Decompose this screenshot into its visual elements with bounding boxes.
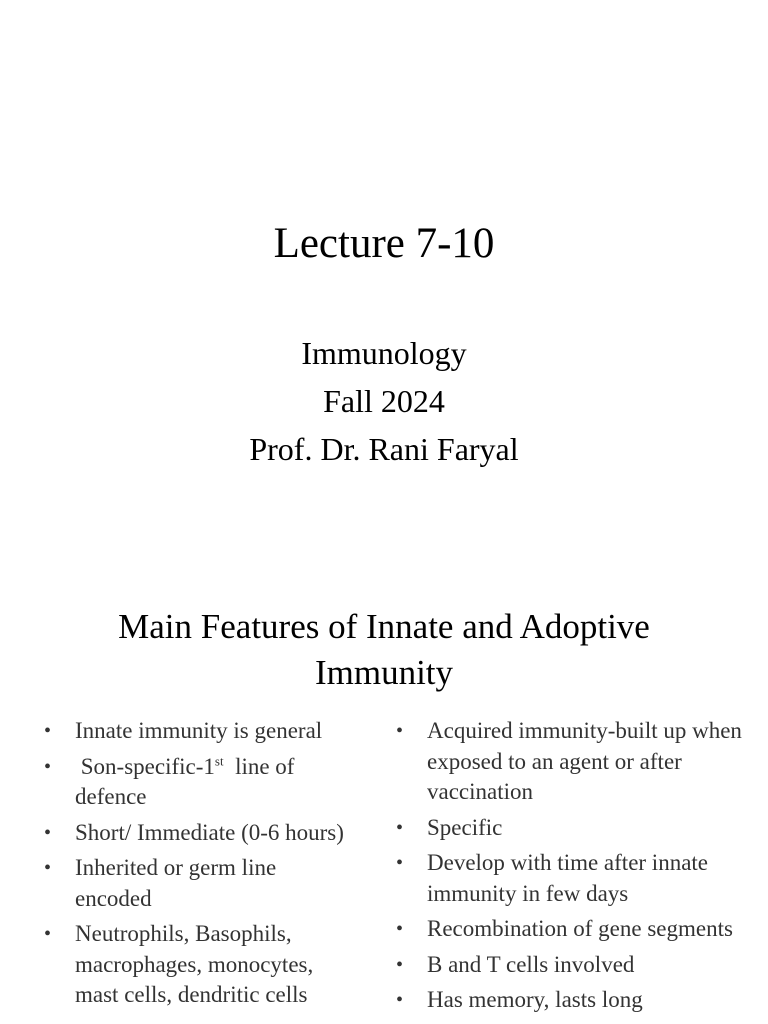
bullet-icon: • <box>396 816 404 839</box>
bullet-icon: • <box>44 857 52 879</box>
lecture-title: Lecture 7-10 <box>273 220 495 267</box>
innate-immunity-list <box>44 716 344 1016</box>
list-item <box>396 914 748 945</box>
bullet-icon: • <box>396 989 404 1011</box>
slide-title-line-1: Main Features of Innate and Adoptive <box>118 607 650 646</box>
list-item-text-part: line of defence <box>75 753 301 809</box>
list-item <box>44 752 344 813</box>
list-item-text: Specific <box>427 814 503 840</box>
slide-title <box>40 604 728 696</box>
course-name: Immunology <box>301 335 467 371</box>
bullet-icon: • <box>396 918 404 940</box>
list-item-text: Recombination of gene segments <box>427 916 733 941</box>
bullet-icon: • <box>44 755 52 778</box>
list-item-text: Has memory, lasts long <box>427 987 643 1012</box>
list-item-text: Develop with time after innate immunity in few days <box>427 850 709 906</box>
superscript: st <box>214 752 224 768</box>
features-slide <box>0 576 768 1024</box>
instructor-name: Prof. Dr. Rani Faryal <box>249 431 519 467</box>
slide-title-line-2: Immunity <box>314 653 454 692</box>
bullet-icon: • <box>396 852 404 874</box>
list-item-text: Neutrophils, Basophils, macrophages, monocytes, mast cells, dendritic cells <box>75 921 314 1007</box>
list-item <box>396 950 748 981</box>
list-item <box>396 985 748 1016</box>
bullet-icon: • <box>44 720 52 742</box>
list-item-text <box>75 754 300 810</box>
list-item-text: Short/ Immediate (0-6 hours) <box>75 819 344 845</box>
term: Fall 2024 <box>323 383 445 419</box>
list-item <box>44 716 344 747</box>
list-item-text: Inherited or germ line encoded <box>75 855 277 911</box>
list-item <box>44 919 344 1011</box>
list-item <box>44 818 344 849</box>
bullet-icon: • <box>44 923 52 945</box>
bullet-icon: • <box>396 720 404 742</box>
list-item <box>396 813 748 844</box>
list-item <box>396 848 748 909</box>
list-item-text: Innate immunity is general <box>75 718 323 743</box>
list-item-text: Acquired immunity-built up when exposed to an agent or after vaccination <box>427 718 742 804</box>
acquired-immunity-list <box>396 716 748 1021</box>
bullet-icon: • <box>396 953 404 976</box>
bullet-icon: • <box>44 821 52 844</box>
list-item <box>44 853 344 914</box>
list-item <box>396 716 748 808</box>
list-item-text: B and T cells involved <box>427 951 635 977</box>
list-item-text-part: Son-specific-1 <box>75 753 215 779</box>
